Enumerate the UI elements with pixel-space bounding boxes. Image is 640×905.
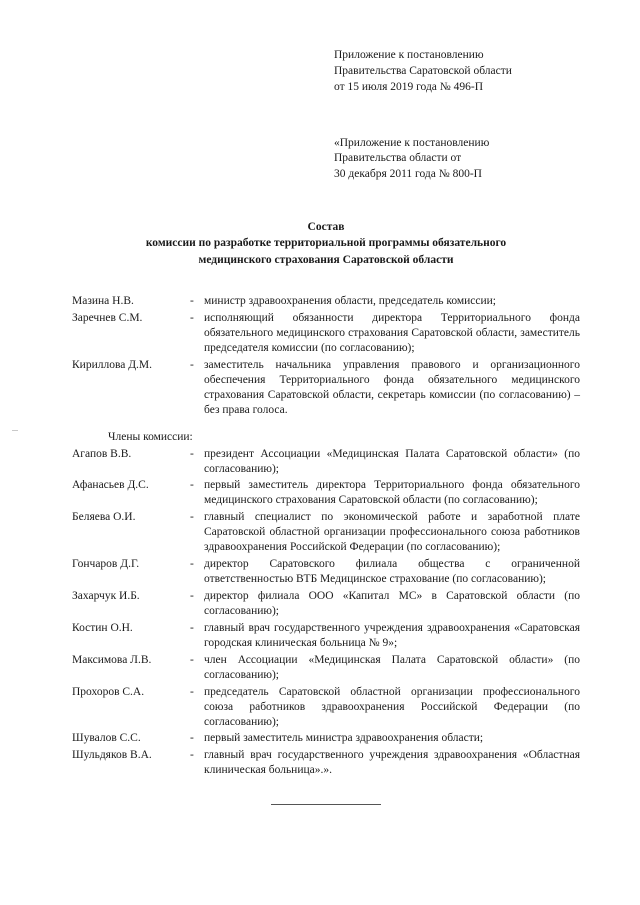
member-role: председатель Саратовской областной организации профессионального союза работников здравоохранения Российской Федерации (по согласованию); xyxy=(204,685,580,728)
entry-dash: - xyxy=(190,511,194,524)
member-role: исполняющий обязанности директора Территориального фонда обязательного медицинского страхования Саратовской области, заместитель председателя комиссии (по согласованию); xyxy=(204,312,580,354)
document-title-block xyxy=(72,219,580,268)
roster-entry xyxy=(72,311,580,356)
header-primary xyxy=(334,48,580,96)
member-name: Максимова Л.В. xyxy=(72,653,152,666)
entry-dash: - xyxy=(190,358,194,371)
roster-entry xyxy=(72,685,580,730)
member-role: первый заместитель министра здравоохранения области; xyxy=(204,732,484,745)
roster-entry xyxy=(72,731,580,746)
header-primary-line-2: Правительства Саратовской области xyxy=(334,64,512,77)
roster-entry xyxy=(72,589,580,619)
page-edge-mark xyxy=(12,430,18,431)
roster-entry xyxy=(72,653,580,683)
members-heading: Члены комиссии: xyxy=(108,430,193,443)
roster-entry xyxy=(72,478,580,508)
page-subtitle-line-2: медицинского страхования Саратовской области xyxy=(198,253,454,266)
member-name: Костин О.Н. xyxy=(72,621,133,634)
member-name: Беляева О.И. xyxy=(72,511,136,524)
entry-dash: - xyxy=(190,653,194,666)
member-role: министр здравоохранения области, председатель комиссии; xyxy=(204,295,496,308)
header-primary-line-3: от 15 июля 2019 года № 496-П xyxy=(334,80,484,93)
member-name: Гончаров Д.Г. xyxy=(72,558,140,571)
header-secondary-line-1: «Приложение к постановлению xyxy=(334,136,490,149)
entry-dash: - xyxy=(190,447,194,460)
header-secondary xyxy=(334,136,580,184)
member-role: заместитель начальника управления правового и организационного обеспечения Территориального фонда обязательного медицинского страхования Саратовской области, секретарь комиссии (по согласованию) – без права голоса. xyxy=(204,358,580,416)
entry-dash: - xyxy=(190,621,194,634)
member-name: Заречнев С.М. xyxy=(72,312,143,325)
entry-dash: - xyxy=(190,590,194,603)
entry-dash: - xyxy=(190,749,194,762)
entry-dash: - xyxy=(190,295,194,308)
entry-dash: - xyxy=(190,685,194,698)
page-title: Состав xyxy=(307,221,345,234)
roster-entry xyxy=(72,621,580,651)
member-role: член Ассоциации «Медицинская Палата Саратовской области» (по согласованию); xyxy=(204,653,580,681)
member-name: Шувалов С.С. xyxy=(72,732,141,745)
member-name: Мазина Н.В. xyxy=(72,295,134,308)
roster-entry xyxy=(72,557,580,587)
roster-entry xyxy=(72,358,580,418)
member-name: Прохоров С.А. xyxy=(72,685,145,698)
member-role: первый заместитель директора Территориального фонда обязательного медицинского страхования Саратовской области (по согласованию); xyxy=(204,479,580,507)
member-name: Афанасьев Д.С. xyxy=(72,479,149,492)
member-role: главный врач государственного учреждения здравоохранения «Областная клиническая больница».». xyxy=(204,749,580,777)
member-role: директор филиала ООО «Капитал МС» в Саратовской области (по согласованию); xyxy=(204,590,580,617)
roster-entry xyxy=(72,294,580,309)
entry-dash: - xyxy=(190,732,194,745)
entry-dash: - xyxy=(190,558,194,571)
page-subtitle-line-1: комиссии по разработке территориальной программы обязательного xyxy=(145,237,507,250)
member-role: главный специалист по экономической работе и заработной плате Саратовской областной организации профессионального союза работников здравоохранения Российской Федерации (по согласованию); xyxy=(204,511,580,554)
entry-dash: - xyxy=(190,312,194,325)
roster-entry xyxy=(72,510,580,555)
roster-entry xyxy=(72,748,580,778)
member-name: Захарчук И.Б. xyxy=(72,590,140,603)
header-primary-line-1: Приложение к постановлению xyxy=(334,49,484,61)
footer-divider xyxy=(271,804,381,805)
member-role: директор Саратовского филиала общества с ограниченной ответственностью ВТБ Медицинское страхование (по согласованию); xyxy=(204,558,580,586)
member-name: Кириллова Д.М. xyxy=(72,358,153,371)
entry-dash: - xyxy=(190,479,194,492)
member-role: президент Ассоциации «Медицинская Палата Саратовской области» (по согласованию); xyxy=(204,447,580,475)
header-secondary-line-3: 30 декабря 2011 года № 800-П xyxy=(334,168,482,181)
member-name: Агапов В.В. xyxy=(72,447,132,460)
header-secondary-line-2: Правительства области от xyxy=(334,152,462,165)
member-name: Шульдяков В.А. xyxy=(72,749,152,762)
roster-entry xyxy=(72,447,580,477)
committee-roster xyxy=(72,294,580,778)
member-role: главный врач государственного учреждения здравоохранения «Саратовская городская клиническая больница № 9»; xyxy=(204,621,580,649)
